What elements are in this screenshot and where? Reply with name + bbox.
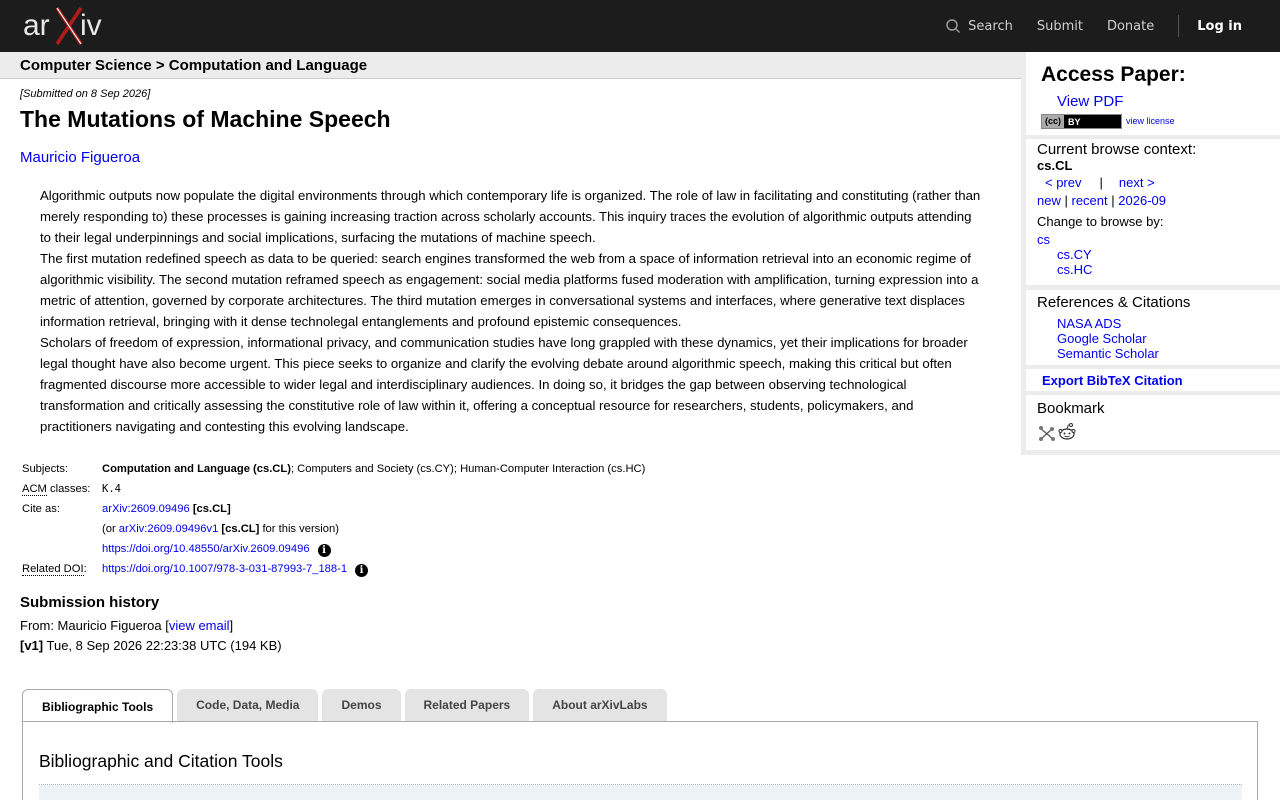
change-browse-label: Change to browse by: <box>1037 214 1164 229</box>
abstract <box>40 185 985 437</box>
search-link[interactable] <box>945 18 1013 34</box>
tab-about-arxivlabs[interactable]: About arXivLabs <box>533 689 666 721</box>
cite-version-value <box>100 521 647 541</box>
abstract-paragraph: Scholars of freedom of expression, informational privacy, and communication studies have long grappled with these dynamics, yet their implications for broader legal thought have also become urgent. This piece seeks to organize and clarify the evolving debate around algorithmic speech, making this critical but often fragmented discourse more accessible to wider legal and interdisciplinary audiences. In doing so, it bridges the gap between observing technological transformation and critically assessing the constitutive role of law within it, offering a conceptual resource for researchers, students, policymakers, and practitioners navigating and contesting this evolving landscape. <box>40 335 968 434</box>
metadata-table <box>20 461 647 581</box>
cite-category: [cs.CL] <box>192 503 231 515</box>
abstract-paragraph: The first mutation redefined speech as data to be queried: search engines transformed the web from a space of information retrieval into an economic regime of algorithmic visibility. The second mutation reframed speech as engagement: social media platforms fused moderation with amplification, turning expression into a metric of attention, governed by corporate architectures. The third mutation emerges in conversational systems and interfaces, where generative text displaces information retrieval, bringing with it dense technolegal entanglements and profound epistemic consequences. <box>40 251 979 329</box>
related-doi-link[interactable]: https://doi.org/10.1007/978-3-031-87993-7_188-1 <box>102 563 348 575</box>
subjects-row <box>20 461 647 481</box>
cite-open-text: (or <box>102 523 119 535</box>
nasa-ads-link[interactable]: NASA ADS <box>1057 316 1122 331</box>
google-scholar-link[interactable]: Google Scholar <box>1057 331 1147 346</box>
references-box <box>1026 290 1280 365</box>
tab-bar <box>22 689 671 723</box>
primary-subject: Computation and Language (cs.CL) <box>102 463 291 475</box>
info-icon[interactable]: i <box>318 544 331 557</box>
tab-demos[interactable]: Demos <box>322 689 400 721</box>
current-context: cs.CL <box>1037 158 1073 173</box>
doi-value <box>100 541 647 561</box>
tab-code-data-media[interactable]: Code, Data, Media <box>177 689 318 721</box>
acm-label-text: classes: <box>46 483 91 495</box>
donate-link[interactable]: Donate <box>1106 18 1155 34</box>
secondary-subjects: ; Computers and Society (cs.CY); Human-Computer Interaction (cs.HC) <box>290 463 646 475</box>
breadcrumb[interactable]: Computer Science > Computation and Language <box>20 57 368 74</box>
version-line <box>20 638 282 653</box>
related-doi-colon: : <box>83 563 87 575</box>
view-email-link[interactable]: view email <box>168 618 230 633</box>
empty-cell <box>20 541 100 561</box>
related-doi-row <box>20 561 647 581</box>
next-link[interactable]: next > <box>1118 175 1155 190</box>
bookmark-heading: Bookmark <box>1037 400 1105 417</box>
submission-history-heading: Submission history <box>20 594 160 611</box>
tab-panel-heading: Bibliographic and Citation Tools <box>39 751 283 771</box>
new-recent-line <box>1037 193 1166 208</box>
abstract-paragraph: Algorithmic outputs now populate the digital environments through which contemporary life is organized. The role of law in facilitating and constituting (rather than merely responding to) these processes is gaining increasing traction across scholarly accounts. This inquiry traces the evolution of algorithmic outputs attending to their legal underpinnings and social implications, surfacing the mutations of machine speech. <box>40 188 981 245</box>
doi-link[interactable]: https://doi.org/10.48550/arXiv.2609.09496 <box>102 543 310 555</box>
prev-next-separator: | <box>1099 175 1103 190</box>
related-doi-value <box>100 561 647 581</box>
cite-label: Cite as: <box>22 503 60 515</box>
access-paper-box <box>1026 52 1280 135</box>
view-pdf-link[interactable]: View PDF <box>1057 93 1124 110</box>
cite-value <box>100 501 647 521</box>
semantic-scholar-link[interactable]: Semantic Scholar <box>1057 346 1159 361</box>
recent-link[interactable]: recent <box>1071 193 1108 208</box>
bookmark-box <box>1026 395 1280 450</box>
top-nav <box>945 0 1280 52</box>
svg-text:ar: ar <box>23 9 50 42</box>
acm-value <box>100 481 647 501</box>
new-link[interactable]: new <box>1037 193 1061 208</box>
export-bibtex-link[interactable]: Export BibTeX Citation <box>1042 373 1183 388</box>
related-doi-abbr: Related DOI <box>22 563 84 575</box>
submitter-close: ] <box>229 618 234 633</box>
doi-row <box>20 541 647 561</box>
sidebar <box>1021 52 1280 455</box>
acm-abbr: ACM <box>22 483 47 495</box>
references-heading: References & Citations <box>1037 294 1191 311</box>
bibtex-box <box>1026 369 1280 391</box>
tab-related-papers[interactable]: Related Papers <box>405 689 530 721</box>
arxiv-logo[interactable] <box>23 6 113 46</box>
access-paper-heading: Access Paper: <box>1041 63 1186 86</box>
paper-title: The Mutations of Machine Speech <box>20 106 391 132</box>
acm-label <box>20 481 100 501</box>
by-icon: BY <box>1068 116 1081 127</box>
cc-by-license-badge[interactable] <box>1041 114 1122 129</box>
view-license-link[interactable]: view license <box>1126 116 1175 126</box>
submit-link[interactable]: Submit <box>1036 18 1083 34</box>
prev-link[interactable]: < prev <box>1045 175 1082 190</box>
search-label: Search <box>968 18 1013 34</box>
cite-version-category: [cs.CL] <box>221 523 260 535</box>
cite-id-link[interactable]: arXiv:2609.09496 <box>102 503 190 515</box>
version-detail: Tue, 8 Sep 2026 22:23:38 UTC (194 KB) <box>43 638 282 653</box>
subjects-label: Subjects: <box>22 463 69 475</box>
subjects-value <box>100 461 647 481</box>
empty-cell <box>20 521 100 541</box>
svg-text:iv: iv <box>80 9 102 42</box>
cc-icon: (cc) <box>1042 115 1064 128</box>
tool-panel <box>39 784 1242 800</box>
top-bar <box>0 0 1280 52</box>
related-doi-label <box>20 561 100 581</box>
submitter-text: From: Mauricio Figueroa [ <box>20 618 169 633</box>
tab-panel <box>22 721 1258 800</box>
browse-cs-cy-link[interactable]: cs.CY <box>1057 247 1092 262</box>
breadcrumb-bar <box>0 52 1021 79</box>
nav-divider <box>1178 15 1179 37</box>
browse-context-panel <box>1026 139 1280 285</box>
submitter-line <box>20 618 233 633</box>
cite-close-text: for this version) <box>259 523 339 535</box>
acm-class: K.4 <box>102 483 121 495</box>
submission-date: [Submitted on 8 Sep 2026] <box>20 88 151 100</box>
month-link[interactable]: 2026-09 <box>1118 193 1166 208</box>
cite-row <box>20 501 647 521</box>
version-tag[interactable]: [v1] <box>20 638 44 653</box>
info-icon[interactable]: i <box>355 564 368 577</box>
browse-context-heading: Current browse context: <box>1037 141 1197 158</box>
cite-version-link[interactable]: arXiv:2609.09496v1 <box>118 523 219 535</box>
separator: | <box>1064 193 1068 208</box>
acm-row <box>20 481 647 501</box>
cite-version-row <box>20 521 647 541</box>
login-link[interactable]: Log in <box>1197 18 1242 34</box>
tab-bibliographic-tools[interactable]: Bibliographic Tools <box>22 689 173 723</box>
search-icon <box>945 18 961 34</box>
separator: | <box>1111 193 1115 208</box>
prev-next <box>1045 175 1155 190</box>
browse-cs-link[interactable]: cs <box>1037 232 1050 247</box>
reddit-icon[interactable] <box>1057 422 1077 442</box>
author-link[interactable]: Mauricio Figueroa <box>20 149 141 166</box>
browse-cs-hc-link[interactable]: cs.HC <box>1057 262 1093 277</box>
bibsonomy-icon[interactable] <box>1038 425 1055 442</box>
